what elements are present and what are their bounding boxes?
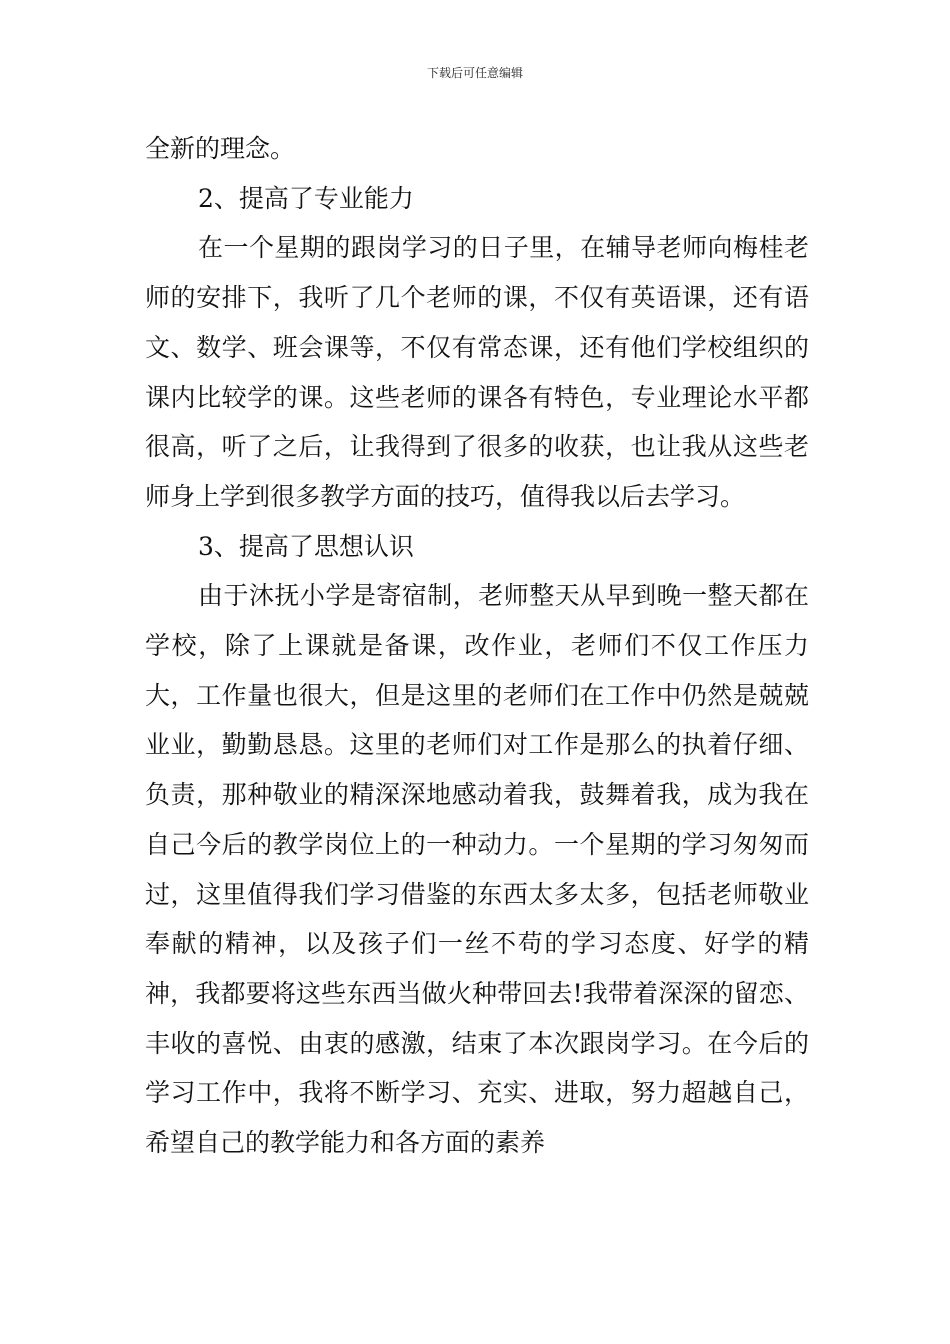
document-body	[145, 124, 809, 1168]
paragraph-3: 由于沐抚小学是寄宿制，老师整天从早到晚一整天都在学校，除了上课就是备课，改作业，老师们不仅工作压力大，工作量也很大，但是这里的老师们在工作中仍然是兢兢业业，勤勤恳恳。这里的老师们对工作是那么的执着仔细、负责，那种敬业的精深深地感动着我，鼓舞着我，成为我在自己今后的教学岗位上的一种动力。一个星期的学习匆匆而过，这里值得我们学习借鉴的东西太多太多，包括老师敬业奉献的精神，以及孩子们一丝不苟的学习态度、好学的精神，我都要将这些东西当做火种带回去!我带着深深的留恋、丰收的喜悦、由衷的感激，结束了本次跟岗学习。在今后的学习工作中，我将不断学习、充实、进取，努力超越自己，希望自己的教学能力和各方面的素养	[145, 581, 809, 1158]
paragraph-1: 全新的理念。	[145, 134, 296, 163]
section-heading-3: 3、提高了思想认识	[198, 531, 414, 561]
paragraph-2: 在一个星期的跟岗学习的日子里，在辅导老师向梅桂老师的安排下，我听了几个老师的课，不仅有英语课，还有语文、数学、班会课等，不仅有常态课，还有他们学校组织的课内比较学的课。这些老师的课各有特色，专业理论水平都很高，听了之后，让我得到了很多的收获，也让我从这些老师身上学到很多教学方面的技巧，值得我以后去学习。	[145, 233, 809, 511]
page-header: 下载后可任意编辑	[426, 66, 523, 80]
section-heading-2: 2、提高了专业能力	[198, 183, 414, 213]
